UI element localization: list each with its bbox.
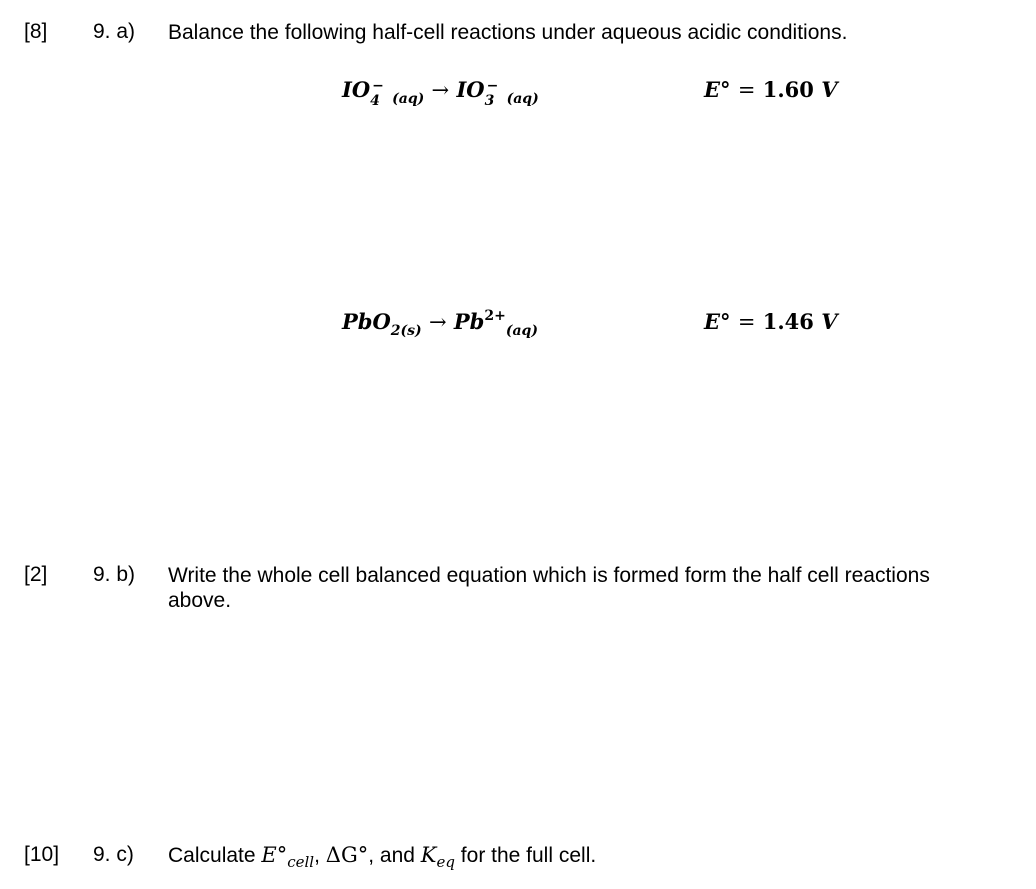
product-state: (aq) (506, 91, 539, 107)
product-subscript: 3 (484, 93, 495, 109)
marks-label: [8] (24, 20, 48, 43)
reactant-subscript: 2(s) (390, 323, 422, 339)
product-charge: 2+ (484, 308, 506, 324)
delta-g-symbol: ΔG° (325, 843, 369, 867)
question-text (168, 843, 968, 870)
potential-2 (704, 309, 838, 334)
e-cell-subscript: cell (287, 853, 315, 871)
potential-equals: = (737, 310, 756, 334)
separator-2: , and (368, 844, 421, 867)
question-text: Write the whole cell balanced equation which is formed form the half cell reactions above. (168, 564, 930, 612)
k-eq-symbol: K (420, 843, 437, 867)
marks-label: [10] (24, 843, 60, 866)
product-charge: − (486, 78, 499, 94)
question-number: 9. b) (93, 563, 136, 586)
potential-symbol: E° (704, 309, 731, 334)
k-eq-subscript: eq (436, 853, 455, 871)
potential-symbol: E° (704, 77, 731, 102)
reactant-subscript: 4 (370, 93, 380, 109)
half-reaction-2 (342, 308, 538, 339)
product-formula: Pb (453, 309, 485, 334)
product-state: (aq) (505, 323, 538, 339)
potential-value: 1.46 (762, 309, 814, 334)
potential-unit: V (821, 309, 838, 334)
reactant-charge: − (372, 78, 384, 94)
product-formula: IO (456, 77, 485, 102)
question-number: 9. c) (93, 843, 134, 866)
potential-unit: V (821, 77, 838, 102)
text-prefix: Calculate (168, 844, 262, 867)
half-reaction-1 (342, 77, 539, 109)
text-suffix: for the full cell. (454, 844, 597, 867)
reactant-state: (aq) (392, 91, 425, 107)
e-cell-symbol: E° (261, 843, 288, 867)
potential-1 (704, 77, 838, 102)
reactant-formula: PbO (342, 309, 391, 334)
potential-value: 1.60 (762, 77, 814, 102)
potential-equals: = (737, 78, 756, 102)
question-number: 9. a) (93, 20, 136, 43)
reactant-formula: IO (342, 77, 371, 102)
reaction-arrow: → (431, 78, 450, 102)
question-text: Balance the following half-cell reactions under aqueous acidic conditions. (168, 21, 848, 44)
reaction-arrow: → (428, 310, 447, 334)
marks-label: [2] (24, 563, 48, 586)
separator-1: , (314, 844, 326, 867)
